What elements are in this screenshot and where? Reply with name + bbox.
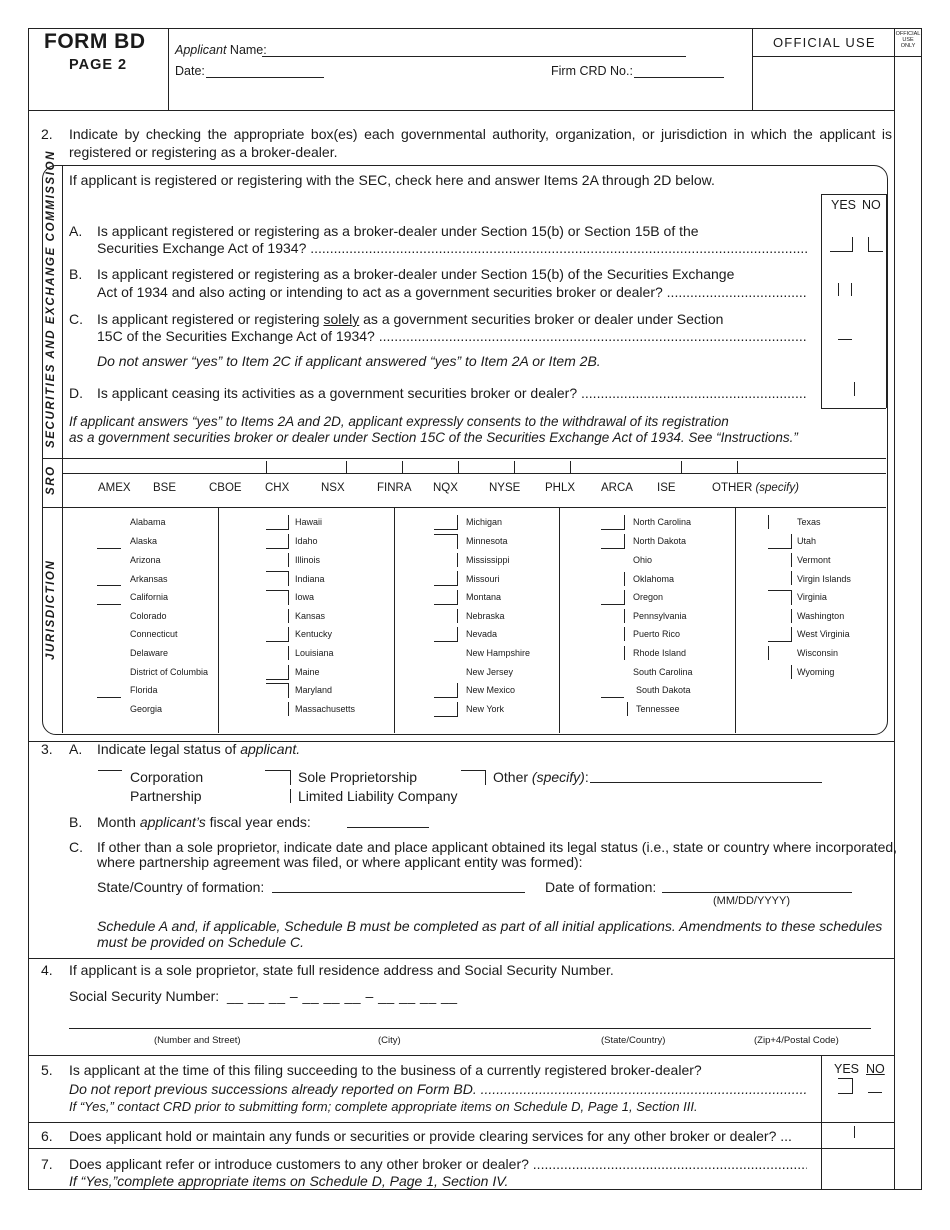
- sro-nyse: NYSE: [489, 482, 521, 494]
- jurisdiction-checkbox[interactable]: [601, 515, 625, 530]
- sro-sidebar-label: SRO: [45, 465, 57, 495]
- item5-line1: Is applicant at the time of this filing succeeding to the business of a currently registered broker-dealer?: [69, 1062, 702, 1078]
- jurisdiction-item: Tennessee: [636, 704, 680, 714]
- sro-phlx-box[interactable]: [570, 461, 571, 473]
- item2-number: 2.: [41, 126, 53, 142]
- jurisdiction-item: North Dakota: [633, 536, 687, 546]
- jurisdiction-checkbox[interactable]: [266, 683, 289, 698]
- applicant-name-field[interactable]: [262, 44, 686, 57]
- jurisdiction-item: Arkansas: [130, 574, 168, 584]
- item2a-no-box[interactable]: [868, 237, 883, 252]
- item5-no-header: NO: [866, 1062, 885, 1076]
- form-title: FORM BD: [44, 30, 146, 53]
- item2b-line1: Is applicant registered or registering as a broker-dealer under Section 15(b) of the Securities Exchange: [97, 266, 735, 282]
- item2d-line1: Is applicant ceasing its activities as a government securities broker or dealer? .....: [97, 384, 807, 402]
- item6-line1: Does applicant hold or maintain any funds or securities or provide clearing services for any other broker or dealer? ...: [69, 1128, 792, 1144]
- date-format-hint: (MM/DD/YYYY): [713, 895, 790, 907]
- ssn-field[interactable]: __ __ __ – __ __ __ – __ __ __ __: [227, 988, 458, 1004]
- jurisdiction-checkbox[interactable]: [768, 646, 769, 660]
- jurisdiction-item: Georgia: [130, 704, 163, 714]
- jurisdiction-item: Vermont: [797, 555, 831, 565]
- date-formation-label: Date of formation:: [545, 879, 657, 895]
- sro-other: OTHER (specify): [712, 482, 799, 494]
- jurisdiction-checkbox[interactable]: [266, 534, 289, 549]
- jurisdiction-checkbox[interactable]: [601, 697, 624, 698]
- address-state-label: (State/Country): [601, 1035, 666, 1046]
- item3c-line1: If other than a sole proprietor, indicate date and place applicant obtained its legal status (i.e., state or country where incorporated,: [97, 839, 898, 855]
- jurisdiction-item: Ohio: [633, 555, 653, 565]
- item2c-line1: Is applicant registered or registering solely as a government securities broker or dealer under Section: [97, 311, 724, 327]
- jurisdiction-item: New Mexico: [466, 685, 516, 695]
- jurisdiction-checkbox[interactable]: [601, 534, 625, 549]
- sro-ise: ISE: [657, 482, 676, 494]
- item5-line2: Do not report previous successions already reported on Form BD. .....: [69, 1080, 807, 1098]
- jurisdiction-checkbox[interactable]: [288, 646, 289, 660]
- jurisdiction-checkbox[interactable]: [266, 515, 289, 530]
- sec-check-line: If applicant is registered or registering with the SEC, check here and answer Items 2A through 2D below.: [69, 172, 715, 188]
- jurisdiction-item: Puerto Rico: [633, 629, 681, 639]
- jurisdiction-checkbox[interactable]: [624, 609, 625, 623]
- item3c-letter: C.: [69, 839, 83, 855]
- jurisdiction-checkbox[interactable]: [434, 515, 458, 530]
- jurisdiction-item: New Jersey: [466, 667, 514, 677]
- jurisdiction-item: Washington: [797, 611, 845, 621]
- jurisdiction-item: Kentucky: [295, 629, 333, 639]
- jurisdiction-item: Kansas: [295, 611, 326, 621]
- sro-finra: FINRA: [377, 482, 412, 494]
- address-field[interactable]: [69, 1028, 871, 1029]
- sro-nqx: NQX: [433, 482, 458, 494]
- sro-nsx-box[interactable]: [346, 461, 347, 473]
- item4-text: If applicant is a sole proprietor, state full residence address and Social Security Number.: [69, 962, 614, 978]
- item3b-letter: B.: [69, 814, 83, 830]
- jurisdiction-item: Rhode Island: [633, 648, 687, 658]
- date-label: Date:: [175, 64, 205, 78]
- jurisdiction-item: Virgin Islands: [797, 574, 851, 584]
- jurisdiction-checkbox[interactable]: [266, 627, 289, 642]
- sec-no-header: NO: [862, 198, 881, 212]
- sro-cboe: CBOE: [209, 482, 242, 494]
- item2-intro: Indicate by checking the appropriate box(es) each governmental authority, organization, or jurisdiction in which the applicant is registered or registering as a broker-dealer.: [69, 126, 892, 160]
- jurisdiction-item: Oklahoma: [633, 574, 675, 584]
- jurisdiction-sidebar-label: JURISDICTION: [45, 559, 57, 660]
- item6-number: 6.: [41, 1128, 53, 1144]
- item5-line3: If “Yes,” contact CRD prior to submitting form; complete appropriate items on Schedule D, Page 1, Section III.: [69, 1099, 698, 1114]
- item2a-letter: A.: [69, 223, 83, 239]
- corporation-checkbox[interactable]: [98, 770, 122, 771]
- sro-nqx-box[interactable]: [458, 461, 459, 473]
- sro-amex: AMEX: [98, 482, 131, 494]
- partnership-label: Partnership: [130, 788, 202, 804]
- jurisdiction-item: Iowa: [295, 592, 315, 602]
- sec-yes-header: YES: [831, 198, 857, 212]
- sro-ise-box[interactable]: [681, 461, 682, 473]
- jurisdiction-item: South Dakota: [636, 685, 691, 695]
- jurisdiction-item: West Virginia: [797, 629, 850, 639]
- llc-label: Limited Liability Company: [298, 788, 458, 804]
- applicant-name-label: Applicant Name:: [175, 43, 267, 57]
- item2b-yes-box[interactable]: [838, 283, 839, 296]
- jurisdiction-item: Massachusetts: [295, 704, 356, 714]
- jurisdiction-checkbox[interactable]: [791, 665, 792, 679]
- sro-arca: ARCA: [601, 482, 633, 494]
- jurisdiction-checkbox[interactable]: [457, 609, 458, 623]
- jurisdiction-item: Maine: [295, 667, 320, 677]
- sro-other-box[interactable]: [737, 461, 738, 473]
- jurisdiction-checkbox[interactable]: [624, 646, 625, 660]
- jurisdiction-item: Hawaii: [295, 517, 323, 527]
- item2c-note: Do not answer “yes” to Item 2C if applicant answered “yes” to Item 2A or Item 2B.: [97, 353, 601, 369]
- jurisdiction-checkbox[interactable]: [624, 572, 625, 586]
- jurisdiction-checkbox[interactable]: [627, 702, 628, 716]
- jurisdiction-checkbox[interactable]: [266, 665, 289, 680]
- item3-number: 3.: [41, 741, 53, 757]
- sec-sidebar-label: SECURITIES AND EXCHANGE COMMISSION: [45, 149, 57, 448]
- address-city-label: (City): [378, 1035, 401, 1046]
- item2b-line2: Act of 1934 and also acting or intending to act as a government securities broker or dealer? .....: [97, 283, 807, 301]
- jurisdiction-item: Wyoming: [797, 667, 835, 677]
- item7-line1: Does applicant refer or introduce customers to any other broker or dealer? .....: [69, 1155, 807, 1173]
- jurisdiction-checkbox[interactable]: [434, 627, 458, 642]
- jurisdiction-item: Illinois: [295, 555, 321, 565]
- jurisdiction-item: Montana: [466, 592, 502, 602]
- item2c-yes-box[interactable]: [838, 339, 852, 340]
- state-country-label: State/Country of formation:: [97, 879, 265, 895]
- sro-nsx: NSX: [321, 482, 345, 494]
- schedule-note-line2: must be provided on Schedule C.: [97, 934, 305, 950]
- item3b-text: Month applicant’s fiscal year ends:: [97, 814, 311, 830]
- jurisdiction-checkbox[interactable]: [97, 585, 121, 586]
- jurisdiction-item: South Carolina: [633, 667, 693, 677]
- sole-prop-checkbox[interactable]: [265, 770, 291, 785]
- item2a-yes-box[interactable]: [830, 237, 853, 252]
- date-field[interactable]: [206, 65, 324, 78]
- jurisdiction-item: Louisiana: [295, 648, 334, 658]
- consent-line1: If applicant answers “yes” to Items 2A and 2D, applicant expressly consents to the withdrawal of its registration: [69, 414, 729, 429]
- llc-checkbox[interactable]: [290, 789, 291, 803]
- item3c-line2: where partnership agreement was filed, or where applicant entity was formed):: [97, 854, 583, 870]
- sro-chx-box[interactable]: [266, 461, 267, 473]
- jurisdiction-item: North Carolina: [633, 517, 692, 527]
- schedule-note-line1: Schedule A and, if applicable, Schedule B must be completed as part of all initial applications. Amendments to these schedules: [97, 918, 883, 934]
- corporation-label: Corporation: [130, 769, 204, 785]
- jurisdiction-item: District of Columbia: [130, 667, 209, 677]
- jurisdiction-checkbox[interactable]: [434, 702, 458, 717]
- sro-nyse-box[interactable]: [514, 461, 515, 473]
- jurisdiction-item: Virginia: [797, 592, 827, 602]
- jurisdiction-item: Texas: [797, 517, 821, 527]
- jurisdiction-checkbox[interactable]: [457, 553, 458, 567]
- jurisdiction-item: Maryland: [295, 685, 333, 695]
- fiscal-year-field[interactable]: [347, 815, 429, 828]
- item7-number: 7.: [41, 1156, 53, 1172]
- item3a-text: Indicate legal status of applicant.: [97, 741, 301, 757]
- other-status-checkbox[interactable]: [461, 770, 486, 785]
- jurisdiction-checkbox[interactable]: [288, 702, 289, 716]
- jurisdiction-item: Missouri: [466, 574, 500, 584]
- jurisdiction-item: Nevada: [466, 629, 498, 639]
- jurisdiction-item: New Hampshire: [466, 648, 531, 658]
- item2a-line1: Is applicant registered or registering as a broker-dealer under Section 15(b) or Section 15B of the: [97, 223, 699, 239]
- jurisdiction-item: Alaska: [130, 536, 158, 546]
- jurisdiction-item: Delaware: [130, 648, 169, 658]
- item2c-line2: 15C of the Securities Exchange Act of 1934? .....: [97, 327, 807, 345]
- jurisdiction-checkbox[interactable]: [768, 590, 792, 605]
- jurisdiction-item: Minnesota: [466, 536, 508, 546]
- item4-number: 4.: [41, 962, 53, 978]
- jurisdiction-checkbox[interactable]: [624, 627, 625, 641]
- jurisdiction-item: Nebraska: [466, 611, 505, 621]
- item2d-letter: D.: [69, 385, 83, 401]
- address-street-label: (Number and Street): [154, 1035, 241, 1046]
- item5-no-box[interactable]: [868, 1092, 882, 1093]
- jurisdiction-item: New York: [466, 704, 505, 714]
- jurisdiction-checkbox[interactable]: [288, 553, 289, 567]
- jurisdiction-item: Wisconsin: [797, 648, 839, 658]
- ssn-label: Social Security Number:: [69, 988, 220, 1004]
- jurisdiction-checkbox[interactable]: [266, 590, 289, 605]
- jurisdiction-item: Connecticut: [130, 629, 178, 639]
- jurisdiction-checkbox[interactable]: [434, 683, 458, 698]
- jurisdiction-checkbox[interactable]: [768, 627, 792, 642]
- jurisdiction-item: Florida: [130, 685, 158, 695]
- jurisdiction-checkbox[interactable]: [791, 571, 792, 585]
- consent-line2: as a government securities broker or dealer under Section 15C of the Securities Exchange Act of 1934. See “Instructions.”: [69, 430, 798, 445]
- jurisdiction-checkbox[interactable]: [434, 571, 458, 586]
- item2b-letter: B.: [69, 266, 83, 282]
- jurisdiction-item: Arizona: [130, 555, 161, 565]
- item2d-no-box[interactable]: [854, 382, 855, 396]
- jurisdiction-item: Pennsylvania: [633, 611, 687, 621]
- jurisdiction-checkbox[interactable]: [791, 609, 792, 623]
- other-status-label: Other (specify):: [493, 769, 589, 785]
- sro-finra-box[interactable]: [402, 461, 403, 473]
- item5-yes-box[interactable]: [838, 1078, 853, 1094]
- jurisdiction-checkbox[interactable]: [97, 697, 121, 698]
- jurisdiction-checkbox[interactable]: [434, 534, 458, 549]
- page-label: PAGE 2: [69, 57, 128, 73]
- jurisdiction-item: Oregon: [633, 592, 664, 602]
- item5-number: 5.: [41, 1062, 53, 1078]
- item2a-line2: Securities Exchange Act of 1934? .....: [97, 239, 807, 257]
- jurisdiction-checkbox[interactable]: [791, 553, 792, 567]
- jurisdiction-item: California: [130, 592, 169, 602]
- jurisdiction-item: Michigan: [466, 517, 503, 527]
- item5-yes-header: YES: [834, 1062, 860, 1076]
- jurisdiction-checkbox[interactable]: [768, 534, 792, 549]
- sro-bse: BSE: [153, 482, 177, 494]
- official-use-label: OFFICIAL USE: [773, 35, 876, 50]
- item6-no-box[interactable]: [854, 1126, 855, 1138]
- address-zip-label: (Zip+4/Postal Code): [754, 1035, 839, 1046]
- jurisdiction-item: Mississippi: [466, 555, 510, 565]
- jurisdiction-checkbox[interactable]: [434, 590, 458, 605]
- jurisdiction-checkbox[interactable]: [97, 548, 121, 549]
- jurisdiction-checkbox[interactable]: [768, 515, 769, 529]
- item2c-letter: C.: [69, 311, 83, 327]
- jurisdiction-checkbox[interactable]: [97, 604, 121, 605]
- item7-line2: If “Yes,”complete appropriate items on Schedule D, Page 1, Section IV.: [69, 1173, 509, 1189]
- firm-crd-label: Firm CRD No.:: [551, 64, 633, 78]
- jurisdiction-item: Alabama: [130, 517, 166, 527]
- jurisdiction-item: Idaho: [295, 536, 318, 546]
- jurisdiction-checkbox[interactable]: [601, 590, 625, 605]
- sro-phlx: PHLX: [545, 482, 576, 494]
- jurisdiction-checkbox[interactable]: [266, 571, 289, 586]
- jurisdiction-item: Indiana: [295, 574, 325, 584]
- other-status-field[interactable]: [590, 770, 822, 783]
- state-country-field[interactable]: [272, 880, 525, 893]
- sole-prop-label: Sole Proprietorship: [298, 769, 418, 785]
- firm-crd-field[interactable]: [634, 65, 724, 78]
- jurisdiction-item: Colorado: [130, 611, 167, 621]
- date-formation-field[interactable]: [662, 880, 852, 893]
- jurisdiction-checkbox[interactable]: [288, 609, 289, 623]
- item2b-no-box[interactable]: [851, 283, 852, 296]
- jurisdiction-item: Utah: [797, 536, 817, 546]
- item3a-letter: A.: [69, 741, 83, 757]
- sro-chx: CHX: [265, 482, 290, 494]
- official-use-only-label: OFFICIAL USE ONLY: [895, 31, 921, 49]
